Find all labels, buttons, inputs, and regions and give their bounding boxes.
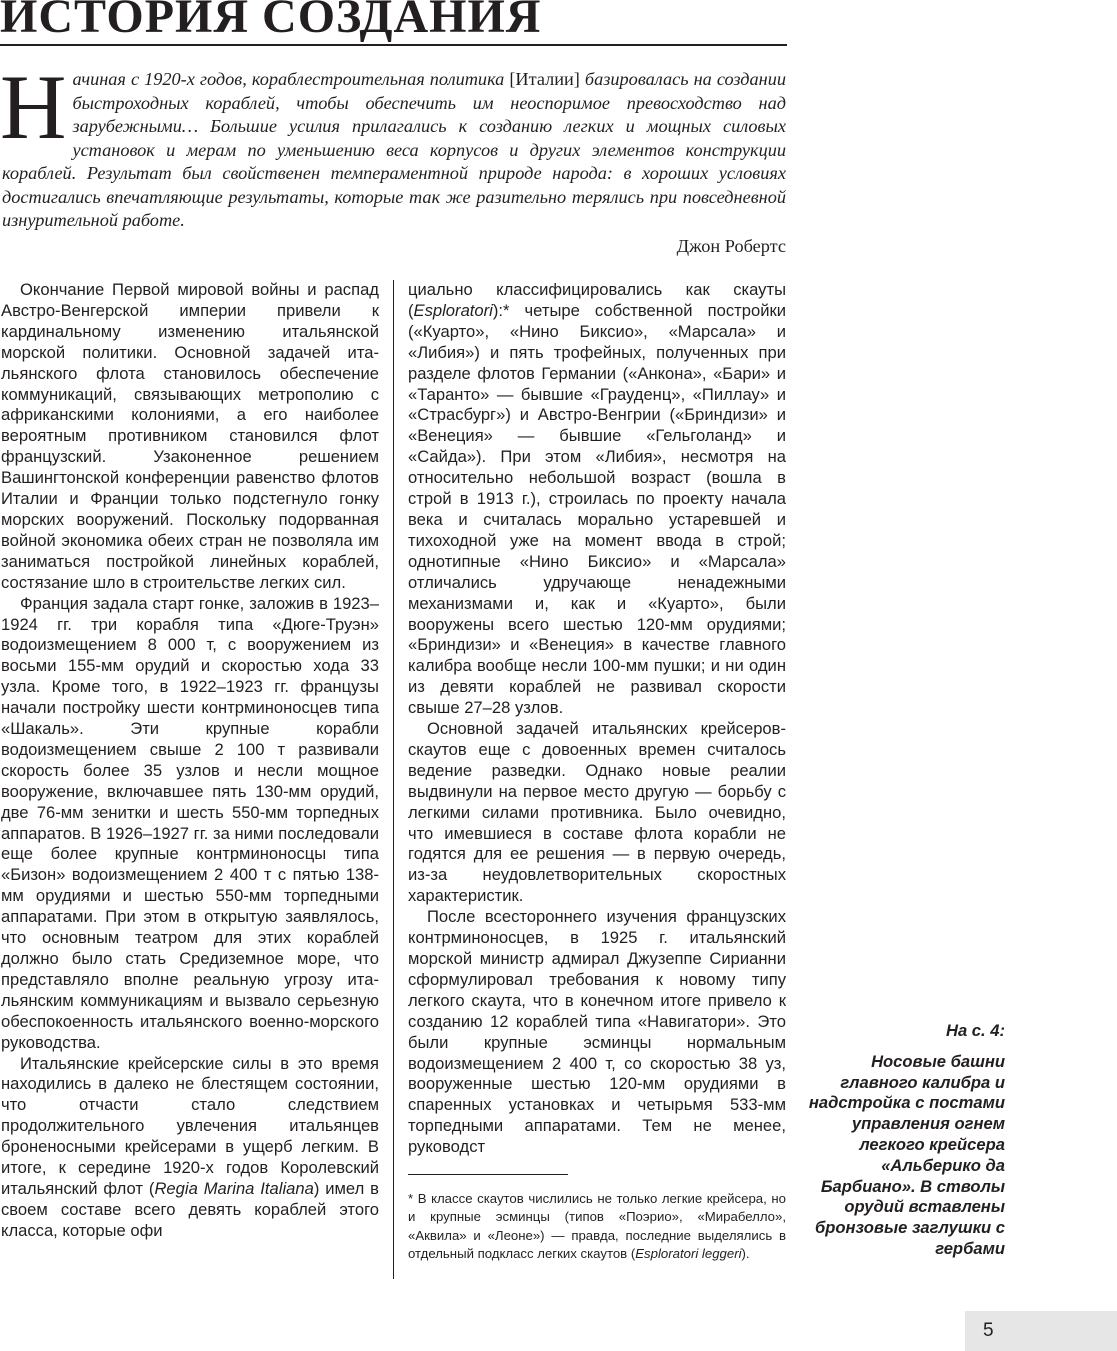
drop-cap: Н [0,56,67,158]
epigraph-text-1: ачиная с 1920-х годов, кораблестроительная политика [72,69,510,89]
footnote-text: ). [741,1246,750,1262]
italic-term: Esploratori [413,300,493,320]
paragraph-text: циально классифицировались как скауты ( [408,280,786,320]
text-column-left [1,280,379,1242]
footnote [408,1190,786,1264]
paragraph [408,280,786,719]
paragraph-text: ) имел в своем составе всего девять кораблей этого класса, которые офи [1,1178,380,1240]
epigraph-text-2: базировалась на создании быстроходных кораблей, чтобы обеспечить им неоспоримое превосходство над зарубежными… Большие усилия прилагались к созданию легких и мощных силовых установок и мерам по уменьшению веса корпусов и других элементов конструкции кораблей. Результат был свойственен темпераментной природе народа: в хороших условиях достигались впечатляющие результаты, которые так же разительно терялись при повседневной изнурительной работе. [2,69,787,230]
epigraph-bracket: [Италии] [509,69,580,89]
paragraph: Окончание Первой мировой войны и распад Австро-Венгерской империи привели к кардинальному изменению итальянской морской политики. Основной задачей итальянского флота становилось обеспечение коммуникаций, связывающих метрополию с африканскими колониями, а его наиболее вероятным противником становился флот французский. Узаконенное решением Вашингтонской конференции равенство флотов Италии и Франции только подстегнуло гонку морских вооружений. Поскольку подорванная войной экономика обеих стран не позволяла им заниматься постройкой линейных кораблей, состязание шло в строительстве легких сил. [1,280,379,592]
page-title: ИСТОРИЯ СОЗДАНИЯ [0,0,542,43]
italic-term: Regia Marina Italiana [154,1178,314,1198]
text-column-right [408,280,786,1158]
paragraph-text: ):* четыре собственной постройки («Куарто», «Нино Биксио», «Марсала» и «Либия») и пять трофейных, полученных при разделе флотов Германии («Анкона», «Бари» и «Таранто» — бывшие «Грауденц», «Пиллау» и «Страсбург») и Австро-Венгрии («Бриндизи» и «Венеция» — бывшие «Гельголанд» и «Сайда»). При этом «Либия», несмотря на относительно небольшой возраст (вошла в строй в 1913 г.), строилась по проекту начала века и считалась морально устаревшей и тихоходной уже на момент ввода в строй; однотипные «Нино Биксио» и «Марсала» отличались удручающе ненадежными механизмами и, как и «Куарто», были вооружены всего шестью 120-мм орудиями; «Бриндизи» и «Венеция» в качестве главного калибра вообще несли 100-мм пушки; и ни один из девяти кораблей не развивал скорости свыше 27–28 узлов. [408,300,786,718]
column-divider [393,280,394,1279]
photo-caption [806,1021,1005,1260]
epigraph [0,56,787,233]
paragraph [1,1054,379,1242]
title-rule [0,44,787,46]
paragraph: Основной задачей итальянских крейсеров-скаутов еще с довоенных времен считалось ведение разведки. Однако новые реалии выдвинули на первое место другую — борьбу с легкими силами противника. Было очевидно, что имевшиеся в составе флота корабли не годятся для ее решения — в первую очередь, из-за неудовлетворительных скоростных характеристик. [408,719,786,906]
italic-term: Esploratori leggeri [635,1246,742,1262]
caption-text: Носовые башни главного калибра и надстройка с постами управления огнем легкого крейсера «Альберико да Барбиано». В стволы орудий вставлены бронзовые заглушки с гербами [808,1051,1005,1258]
caption-heading: На с. 4: [945,1021,1005,1040]
paragraph-text: Итальянские крейсерские силы в это время находились в далеко не блестящем состоянии, что отчасти стало следствием продолжительного увлечения итальянцев броненосными крейсерами в ущерб легким. В итоге, к середине 1920-х годов Королевский итальянский флот ( [1,1053,379,1198]
paragraph: После всестороннего изучения французских контрминоносцев, в 1925 г. итальянский морской министр адмирал Джузеппе Сирианни сформулировал требования к новому типу легкого скаута, что в конечном итоге привело к созданию 12 кораблей типа «Навигатори». Это были крупные эсминцы нормальным водоизмещением 2 400 т, со скоростью 38 уз, вооруженные шестью 120-мм орудиями в спаренных установках и четырьмя 533-мм торпедными аппаратами. Тем не менее, руководст [408,907,786,1157]
paragraph: Франция задала старт гонке, заложив в 1923–1924 гг. три корабля типа «Дюге-Труэн» водоизмещением 8 000 т, с вооружением из восьми 155-мм орудий и скоростью хода 33 узла. Кроме того, в 1922–1923 гг. французы начали постройку шести контрминоносцев типа «Шакаль». Эти крупные корабли водоизмещением свыше 2 100 т развивали скорость более 35 узлов и несли мощное вооружение, включавшее пять 130-мм орудий, две 76-мм зенитки и шесть 550-мм торпедных аппаратов. В 1926–1927 гг. за ними последовали еще более крупные контрминоносцы типа «Бизон» водоизмещением 2 400 т с пятью 138-мм орудиями и шестью 550-мм торпедными аппаратами. При этом в открытую заявлялось, что основным театром для этих кораблей должно было стать Средиземное море, что представляло вполне реальную угрозу итальянским коммуникациям и вызвало серьезную обеспокоенность итальянского военно-морского руководства. [1,593,379,1052]
epigraph-author: Джон Робертс [676,236,786,256]
page-number: 5 [983,1320,994,1341]
footnote-rule [408,1174,568,1175]
page-number-box [965,1311,1117,1351]
footnote-text: * В классе скаутов числились не только легкие крейсера, но и крупные эсминцы (типов «Поэрио», «Мирабелло», «Аквила» и «Леоне») — правда, последние выделялись в отдельный подкласс легких скаутов ( [408,1191,786,1262]
